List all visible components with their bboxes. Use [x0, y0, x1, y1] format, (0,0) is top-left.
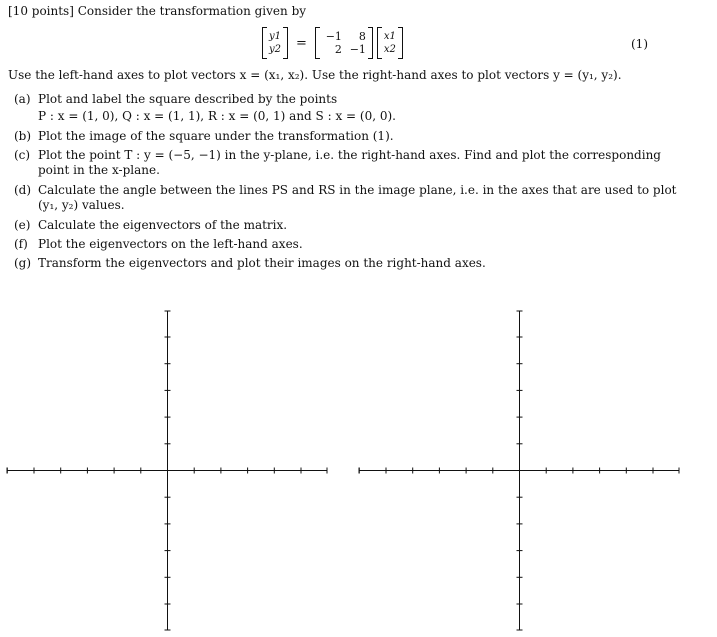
right-axes[interactable] [359, 311, 679, 630]
intro-text: Consider the transformation given by [77, 4, 307, 18]
part-c-text: Plot the point T : y = (−5, −1) in the y-plane, i.e. the right-hand axes. Find and plot the corresponding [38, 148, 661, 162]
part-a-text-line2: P : x = (1, 0), Q : x = (1, 1), R : x = (0, 1) and S : x = (0, 0). [38, 109, 396, 123]
part-d-label: (d) [14, 183, 32, 197]
part-f-label: (f) [14, 237, 28, 251]
lhs-y1: y1 [269, 31, 282, 42]
matrix-a21: 2 [334, 43, 342, 56]
equals-sign: = [296, 35, 307, 51]
part-a-text: Plot and label the square described by the points [38, 92, 338, 106]
part-b-text: Plot the image of the square under the transformation (1). [38, 129, 394, 143]
part-g-label: (g) [14, 256, 32, 270]
matrix-a11: −1 [325, 30, 342, 43]
part-e-label: (e) [14, 218, 31, 232]
part-b-label: (b) [14, 129, 32, 143]
rhs-x1: x1 [383, 31, 396, 42]
part-c-label: (c) [14, 148, 31, 162]
instruction-text: Use the left-hand axes to plot vectors x = (x₁, x₂). Use the right-hand axes to plot vectors y = (y₁, y₂). [8, 68, 622, 82]
part-f-text: Plot the eigenvectors on the left-hand axes. [38, 237, 303, 251]
matrix-a22: −1 [349, 43, 366, 56]
part-g-text: Transform the eigenvectors and plot their images on the right-hand axes. [38, 256, 486, 270]
points-label: [10 points] [8, 4, 74, 18]
part-a-label: (a) [14, 92, 31, 106]
part-c-text-line2: point in the x-plane. [38, 163, 160, 177]
left-axes[interactable] [7, 311, 327, 630]
part-d-text-line2: (y₁, y₂) values. [38, 198, 125, 212]
equation-number: (1) [631, 37, 648, 51]
rhs-x2: x2 [383, 44, 396, 55]
matrix-a12: 8 [358, 30, 366, 43]
part-e-text: Calculate the eigenvectors of the matrix. [38, 218, 288, 232]
part-d-text: Calculate the angle between the lines PS and RS in the image plane, i.e. in the axes that are used to plot [38, 183, 677, 197]
lhs-y2: y2 [269, 44, 282, 55]
